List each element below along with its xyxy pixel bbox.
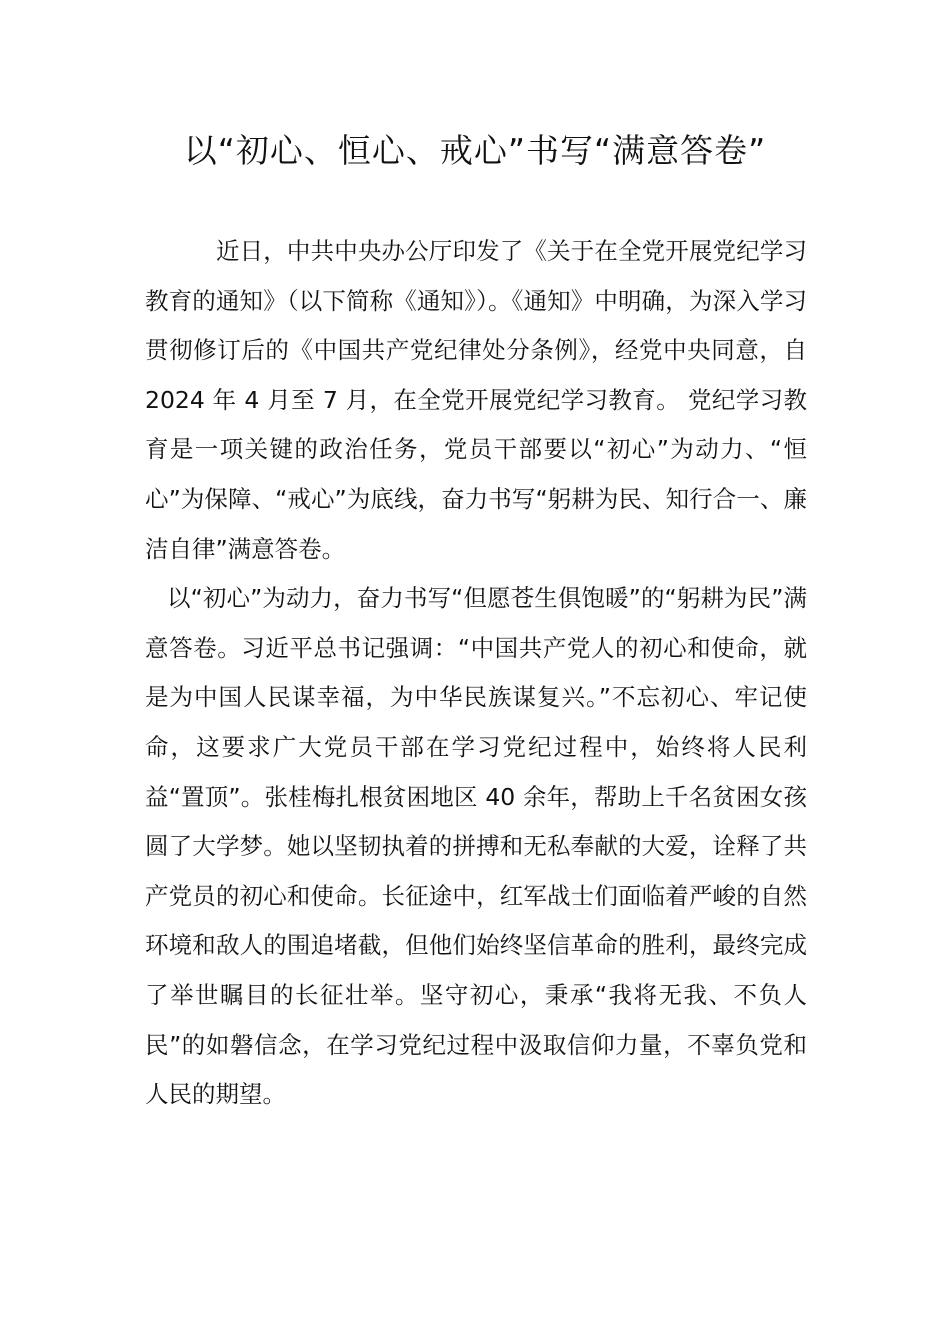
paragraph-intro: 近日，中共中央办公厅印发了《关于在全党开展党纪学习教育的通知》（以下简称《通知》）。《通知》中明确，为深入学习贯彻修订后的《中国共产党纪律处分条例》，经党中央同意，自 2024 年 4 月至 7 月，在全党开展党纪学习教育。 党纪学习教育是一项关键的政治任务，党员干部要以“初心”为动力、“恒心”为保障、“戒心”为底线，奋力书写“躬耕为民、知行合一、廉洁自律”满意答卷。 bbox=[145, 237, 807, 563]
document-title: 以“初心、恒心、戒心”书写“满意答卷” bbox=[183, 131, 767, 170]
document-body bbox=[145, 227, 807, 1120]
paragraph-initial-aspiration: 以“初心”为动力，奋力书写“但愿苍生俱饱暖”的“躬耕为民”满意答卷。习近平总书记强调：“中国共产党人的初心和使命，就是为中国人民谋幸福，为中华民族谋复兴。”不忘初心、牢记使命，这要求广大党员干部在学习党纪过程中，始终将人民利益“置顶”。张桂梅扎根贫困地区 40 余年，帮助上千名贫困女孩圆了大学梦。她以坚韧执着的拼搏和无私奉献的大爱，诠释了共产党员的初心和使命。长征途中，红军战士们面临着严峻的自然环境和敌人的围追堵截，但他们始终坚信革命的胜利，最终完成了举世瞩目的长征壮举。坚守初心，秉承“我将无我、不负人民”的如磐信念，在学习党纪过程中汲取信仰力量，不辜负党和人民的期望。 bbox=[145, 584, 807, 1109]
